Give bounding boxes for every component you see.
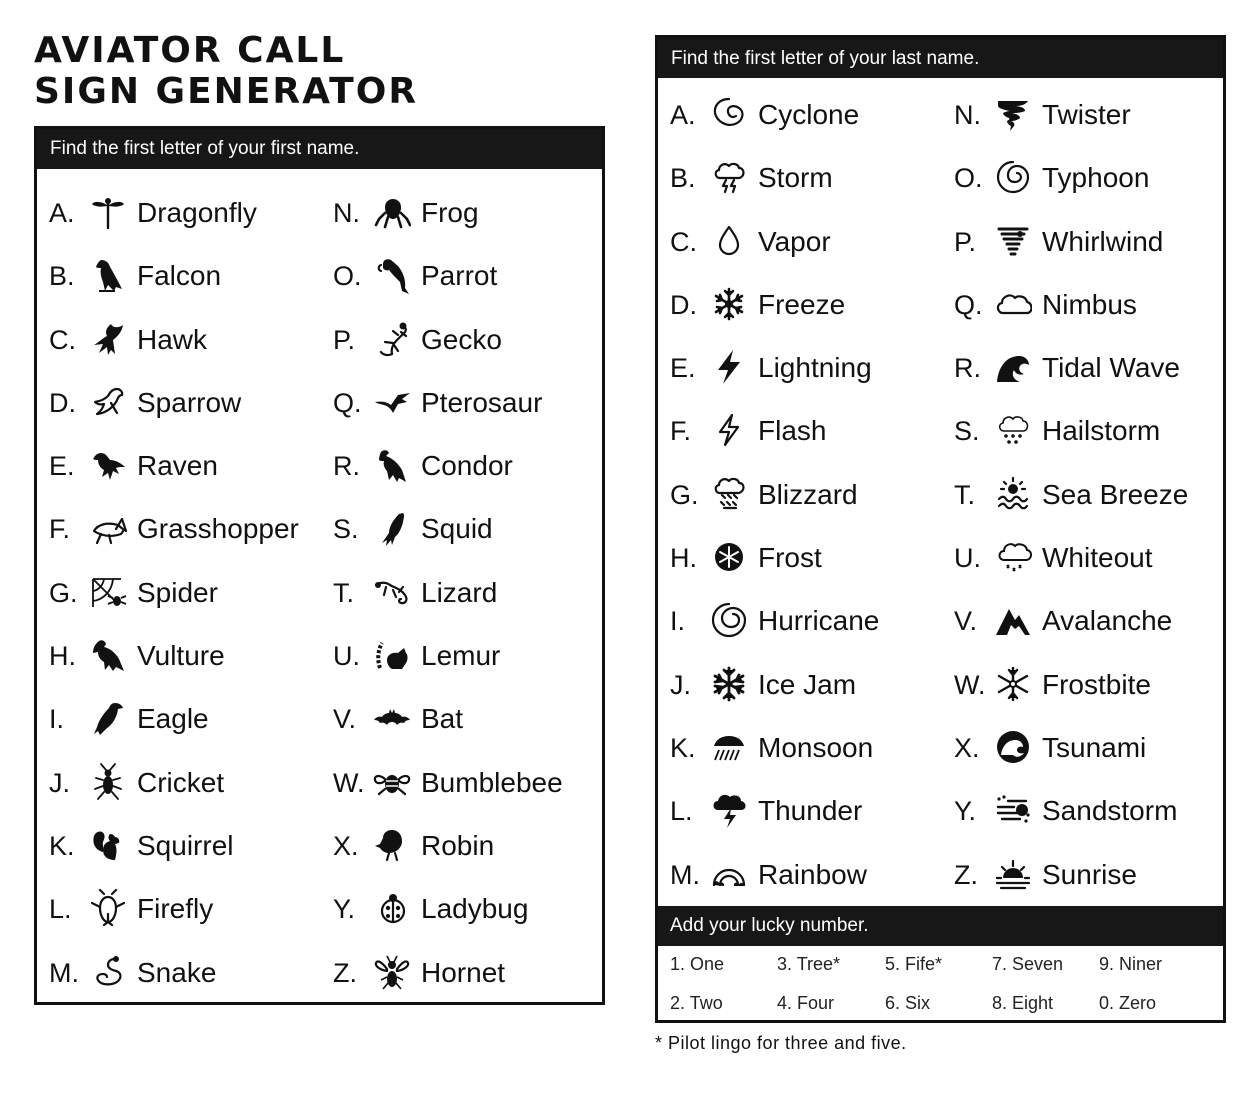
first-name-panel — [34, 126, 605, 1005]
last-name-column-right — [954, 83, 1224, 906]
eagle-icon — [89, 699, 127, 737]
entry-letter: I. — [49, 704, 65, 735]
list-item — [954, 843, 1224, 906]
entry-word: Squirrel — [137, 829, 234, 861]
lightning-bolt-icon — [710, 348, 748, 386]
entry-word: Spider — [137, 576, 218, 608]
entry-letter: Z. — [333, 957, 357, 988]
entry-letter: B. — [49, 261, 75, 292]
entry-word: Snake — [137, 956, 217, 988]
entry-letter: P. — [333, 324, 356, 355]
entry-letter: Q. — [954, 289, 983, 320]
list-item — [670, 336, 950, 399]
entry-word: Dragonfly — [137, 197, 257, 228]
last-name-header: Find the first letter of your last name. — [658, 38, 1223, 78]
last-name-column-left — [670, 83, 950, 906]
entry-word: Bumblebee — [421, 766, 563, 798]
entry-letter: P. — [954, 226, 977, 257]
entry-word: Rainbow — [758, 858, 867, 890]
avalanche-icon — [994, 601, 1032, 639]
thundercloud-icon — [710, 791, 748, 829]
rainbow-icon — [710, 855, 748, 893]
entry-word: Gecko — [421, 323, 502, 355]
list-item — [954, 336, 1224, 399]
list-item — [333, 497, 603, 560]
list-item — [333, 751, 603, 814]
list-item — [333, 434, 603, 497]
entry-word: Eagle — [137, 703, 209, 735]
entry-word: Tidal Wave — [1042, 352, 1180, 384]
entry-word: Cricket — [137, 766, 225, 798]
entry-word: Ice Jam — [758, 668, 857, 700]
entry-letter: M. — [49, 957, 79, 988]
entry-word: Grasshopper — [137, 513, 299, 545]
list-item — [333, 877, 603, 940]
entry-letter: E. — [49, 451, 75, 482]
lucky-number-item: 3. Tree* — [777, 954, 841, 974]
condor-icon — [373, 446, 411, 484]
list-item — [954, 589, 1224, 652]
entry-word: Vapor — [758, 225, 831, 257]
entry-letter: J. — [49, 767, 71, 798]
entry-word: Storm — [758, 162, 833, 194]
snow-cloud-icon — [994, 538, 1032, 576]
entry-word: Cyclone — [758, 99, 860, 130]
entry-letter: V. — [333, 704, 357, 735]
spider-icon — [89, 573, 127, 611]
entry-letter: M. — [670, 859, 700, 890]
entry-letter: L. — [670, 796, 693, 827]
hawk-icon — [89, 320, 127, 358]
entry-letter: X. — [954, 732, 980, 763]
list-item — [670, 526, 950, 589]
list-item — [333, 181, 603, 244]
entry-letter: U. — [333, 641, 360, 672]
entry-word: Raven — [137, 450, 218, 482]
entry-word: Whiteout — [1042, 542, 1153, 574]
list-item — [333, 687, 603, 750]
entry-word: Vulture — [137, 640, 225, 672]
entry-letter: G. — [49, 577, 78, 608]
tsunami-icon — [994, 728, 1032, 766]
droplet-icon — [710, 222, 748, 260]
entry-letter: T. — [954, 479, 976, 510]
entry-word: Lemur — [421, 640, 501, 672]
wave-icon — [994, 348, 1032, 386]
first-name-column-right — [333, 181, 603, 1004]
entry-letter: Z. — [954, 859, 978, 890]
cloud-icon — [994, 285, 1032, 323]
list-item — [954, 146, 1224, 209]
entry-word: Sparrow — [137, 386, 242, 418]
entry-word: Hailstorm — [1042, 415, 1161, 447]
hurricane-icon — [710, 601, 748, 639]
grasshopper-icon — [89, 509, 127, 547]
list-item — [954, 779, 1224, 842]
list-item — [670, 146, 950, 209]
entry-word: Frostbite — [1042, 668, 1151, 700]
entry-letter: F. — [49, 514, 71, 545]
entry-letter: S. — [954, 416, 980, 447]
entry-letter: B. — [670, 163, 696, 194]
list-item — [49, 751, 329, 814]
entry-word: Sandstorm — [1042, 795, 1178, 827]
entry-word: Falcon — [137, 260, 222, 292]
entry-letter: F. — [670, 416, 692, 447]
entry-letter: O. — [333, 261, 362, 292]
lucky-number-item: 0. Zero — [1099, 993, 1157, 1013]
parrot-icon — [373, 256, 411, 294]
list-item — [49, 371, 329, 434]
frost-icon — [710, 538, 748, 576]
sea-breeze-icon — [994, 475, 1032, 513]
entry-letter: Y. — [954, 796, 977, 827]
ice-crystal-icon — [710, 665, 748, 703]
entry-word: Hornet — [421, 956, 506, 988]
entry-letter: J. — [670, 669, 692, 700]
flash-outline-icon — [710, 411, 748, 449]
list-item — [670, 653, 950, 716]
lucky-number-grid — [658, 946, 1223, 1020]
entry-letter: E. — [670, 353, 696, 384]
list-item — [670, 843, 950, 906]
list-item — [954, 83, 1224, 146]
ladybug-icon — [373, 889, 411, 927]
list-item — [954, 526, 1224, 589]
entry-word: Robin — [421, 829, 495, 861]
blizzard-icon — [710, 475, 748, 513]
cricket-icon — [89, 763, 127, 801]
title-line-1: AVIATOR CALL — [34, 30, 346, 71]
entry-letter: H. — [49, 641, 76, 672]
list-item — [333, 624, 603, 687]
squid-icon — [373, 509, 411, 547]
entry-letter: Y. — [333, 894, 356, 925]
lizard-icon — [373, 573, 411, 611]
entry-word: Whirlwind — [1042, 225, 1164, 257]
list-item — [954, 399, 1224, 462]
list-item — [670, 463, 950, 526]
list-item — [670, 589, 950, 652]
entry-letter: S. — [333, 514, 359, 545]
entry-letter: N. — [954, 100, 981, 130]
entry-letter: Q. — [333, 387, 362, 418]
footnote: * Pilot lingo for three and five. — [655, 1033, 907, 1053]
list-item — [954, 653, 1224, 716]
lemur-icon — [373, 636, 411, 674]
list-item — [670, 273, 950, 336]
entry-letter: I. — [670, 606, 686, 637]
falcon-icon — [89, 256, 127, 294]
list-item — [49, 941, 329, 1004]
list-item — [670, 716, 950, 779]
monsoon-icon — [710, 728, 748, 766]
lucky-number-item: 4. Four — [777, 993, 835, 1013]
entry-word: Frost — [758, 542, 822, 574]
entry-word: Flash — [758, 415, 827, 447]
entry-word: Lightning — [758, 352, 872, 384]
whirlwind-icon — [994, 222, 1032, 260]
bat-icon — [373, 699, 411, 737]
entry-letter: G. — [670, 479, 699, 510]
pterosaur-icon — [373, 383, 411, 421]
entry-letter: D. — [670, 289, 697, 320]
entry-letter: R. — [333, 451, 360, 482]
entry-letter: H. — [670, 543, 697, 574]
entry-word: Hurricane — [758, 605, 880, 637]
entry-letter: O. — [954, 163, 983, 194]
gecko-icon — [373, 320, 411, 358]
entry-word: Twister — [1042, 99, 1131, 130]
list-item — [954, 716, 1224, 779]
first-name-header: Find the first letter of your first name. — [37, 129, 602, 169]
lucky-number-header: Add your lucky number. — [658, 906, 1223, 946]
typhoon-icon — [994, 158, 1032, 196]
bumblebee-icon — [373, 763, 411, 801]
list-item — [49, 561, 329, 624]
list-item — [49, 624, 329, 687]
list-item — [333, 308, 603, 371]
list-item — [954, 463, 1224, 526]
list-item — [333, 561, 603, 624]
list-item — [49, 434, 329, 497]
entry-letter: T. — [333, 577, 355, 608]
snake-icon — [89, 953, 127, 991]
entry-word: Firefly — [137, 893, 214, 925]
lucky-number-item: 2. Two — [670, 993, 723, 1013]
entry-letter: D. — [49, 387, 76, 418]
entry-word: Tsunami — [1042, 731, 1147, 763]
entry-letter: K. — [49, 830, 75, 861]
snowflake-icon — [710, 285, 748, 323]
lucky-number-item: 8. Eight — [992, 993, 1054, 1013]
entry-word: Parrot — [421, 260, 498, 292]
sandstorm-icon — [994, 791, 1032, 829]
entry-letter: U. — [954, 543, 981, 574]
entry-letter: K. — [670, 732, 696, 763]
tornado-icon — [994, 95, 1032, 133]
entry-word: Squid — [421, 513, 493, 545]
entry-word: Hawk — [137, 323, 208, 355]
list-item — [954, 210, 1224, 273]
lucky-number-item: 1. One — [670, 954, 725, 974]
list-item — [670, 399, 950, 462]
first-name-column-left — [49, 181, 329, 1004]
hornet-icon — [373, 953, 411, 991]
entry-word: Frog — [421, 197, 479, 228]
entry-letter: A. — [49, 198, 75, 228]
lucky-number-item: 5. Fife* — [885, 954, 943, 974]
list-item — [954, 273, 1224, 336]
entry-letter: V. — [954, 606, 978, 637]
list-item — [49, 308, 329, 371]
entry-word: Sea Breeze — [1042, 478, 1189, 510]
list-item — [49, 497, 329, 560]
entry-word: Condor — [421, 450, 513, 482]
list-item — [333, 371, 603, 434]
raven-icon — [89, 446, 127, 484]
entry-word: Pterosaur — [421, 386, 543, 418]
lucky-number-item: 7. Seven — [992, 954, 1064, 974]
entry-letter: C. — [49, 324, 76, 355]
storm-icon — [710, 158, 748, 196]
list-item — [670, 210, 950, 273]
page-title — [34, 30, 504, 112]
sunrise-icon — [994, 855, 1032, 893]
lucky-number-item: 9. Niner — [1099, 954, 1163, 974]
list-item — [49, 181, 329, 244]
entry-word: Thunder — [758, 795, 863, 827]
entry-letter: A. — [670, 100, 696, 130]
cyclone-icon — [710, 95, 748, 133]
frostbite-icon — [994, 665, 1032, 703]
vulture-icon — [89, 636, 127, 674]
title-line-2: SIGN GENERATOR — [34, 71, 419, 112]
entry-word: Lizard — [421, 576, 498, 608]
entry-letter: W. — [333, 767, 365, 798]
entry-letter: L. — [49, 894, 72, 925]
entry-word: Monsoon — [758, 731, 874, 763]
list-item — [333, 814, 603, 877]
sparrow-icon — [89, 383, 127, 421]
list-item — [49, 687, 329, 750]
entry-word: Blizzard — [758, 478, 858, 510]
list-item — [49, 244, 329, 307]
squirrel-icon — [89, 826, 127, 864]
list-item — [333, 244, 603, 307]
list-item — [670, 779, 950, 842]
entry-letter: X. — [333, 830, 359, 861]
entry-word: Avalanche — [1042, 605, 1173, 637]
entry-word: Bat — [421, 703, 464, 735]
entry-word: Typhoon — [1042, 162, 1150, 194]
entry-letter: N. — [333, 198, 360, 228]
lucky-number-item: 6. Six — [885, 993, 931, 1013]
list-item — [333, 941, 603, 1004]
entry-letter: W. — [954, 669, 986, 700]
dragonfly-icon — [89, 193, 127, 231]
entry-letter: C. — [670, 226, 697, 257]
entry-word: Ladybug — [421, 893, 529, 925]
entry-letter: R. — [954, 353, 981, 384]
list-item — [49, 814, 329, 877]
hail-cloud-icon — [994, 411, 1032, 449]
list-item — [670, 83, 950, 146]
entry-word: Nimbus — [1042, 288, 1137, 320]
firefly-icon — [89, 889, 127, 927]
last-name-panel — [655, 35, 1226, 1023]
frog-icon — [373, 193, 411, 231]
robin-icon — [373, 826, 411, 864]
entry-word: Sunrise — [1042, 858, 1137, 890]
list-item — [49, 877, 329, 940]
entry-word: Freeze — [758, 288, 846, 320]
